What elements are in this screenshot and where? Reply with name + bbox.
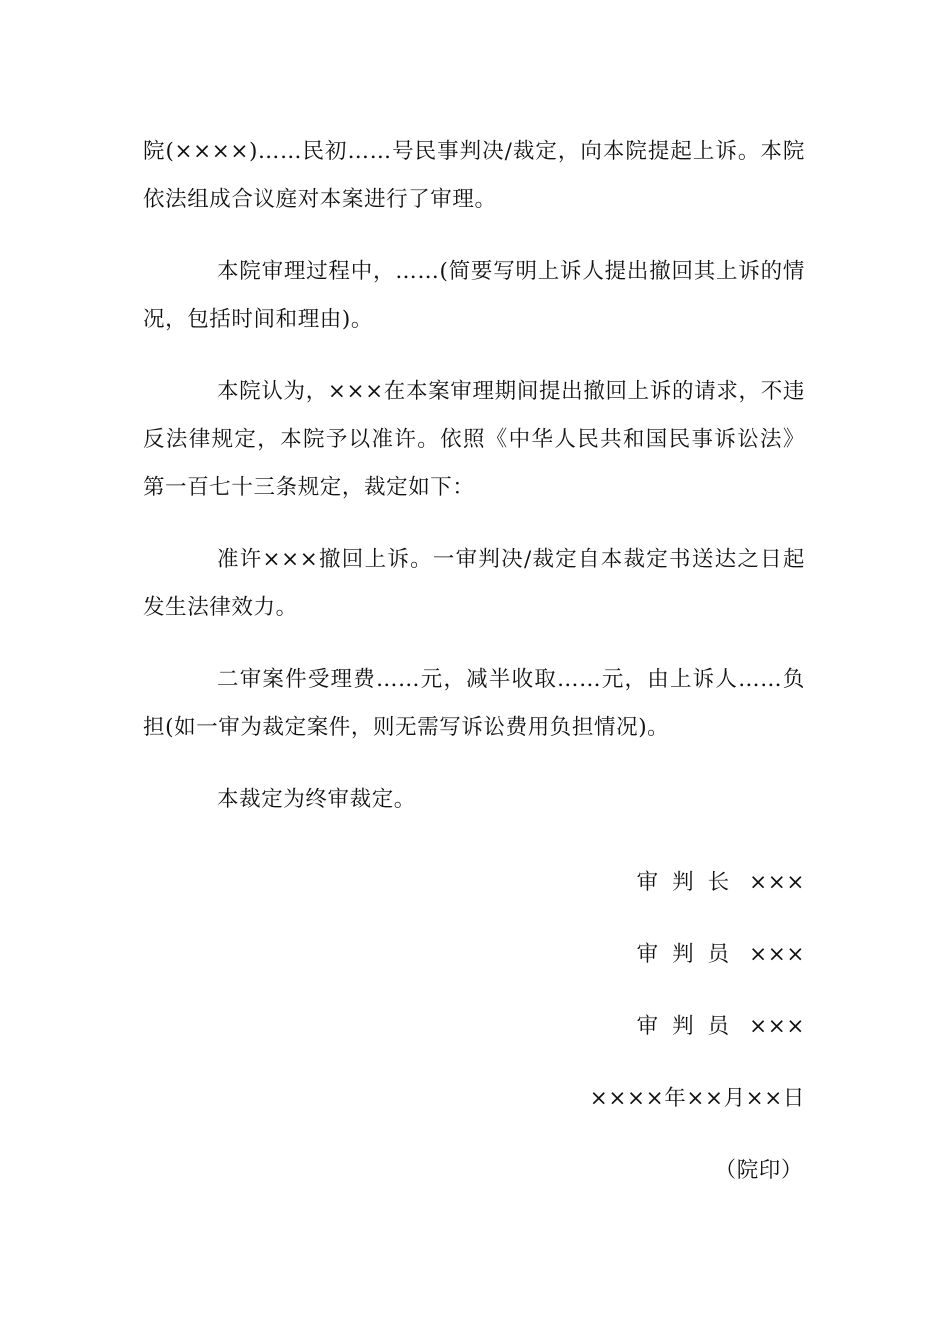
paragraph-court-opinion: 本院认为，×××在本案审理期间提出撤回上诉的请求，不违反法律规定，本院予以准许。依照《中华人民共和国民事诉讼法》第一百七十三条规定，裁定如下：	[143, 379, 805, 500]
paragraph-appeal-origin: 院(××××)……民初……号民事判决/裁定，向本院提起上诉。本院依法组成合议庭对本案进行了审理。	[143, 139, 805, 212]
signature-title: 审判员	[636, 1014, 744, 1039]
signature-name: ×××	[749, 942, 805, 967]
signature-name: ×××	[749, 1014, 805, 1039]
signature-judge-1	[590, 932, 805, 978]
signature-block	[590, 860, 805, 1194]
signature-title: 审判长	[636, 870, 744, 895]
paragraph-withdrawal-circumstances: 本院审理过程中，……(简要写明上诉人提出撤回其上诉的情况，包括时间和理由)。	[143, 259, 805, 332]
document-body	[143, 128, 805, 848]
paragraph-ruling: 准许×××撤回上诉。一审判决/裁定自本裁定书送达之日起发生法律效力。	[143, 547, 805, 620]
signature-name: ×××	[749, 870, 805, 895]
signature-title: 审判员	[636, 942, 744, 967]
paragraph-fees: 二审案件受理费……元，减半收取……元，由上诉人……负担(如一审为裁定案件，则无需写诉讼费用负担情况)。	[143, 667, 805, 740]
court-seal-note: （院印）	[714, 1158, 803, 1183]
paragraph-final-ruling: 本裁定为终审裁定。	[217, 787, 416, 812]
signature-judge-2	[590, 1004, 805, 1050]
document-date: ××××年××月××日	[589, 1086, 805, 1111]
signature-presiding-judge	[590, 860, 805, 906]
